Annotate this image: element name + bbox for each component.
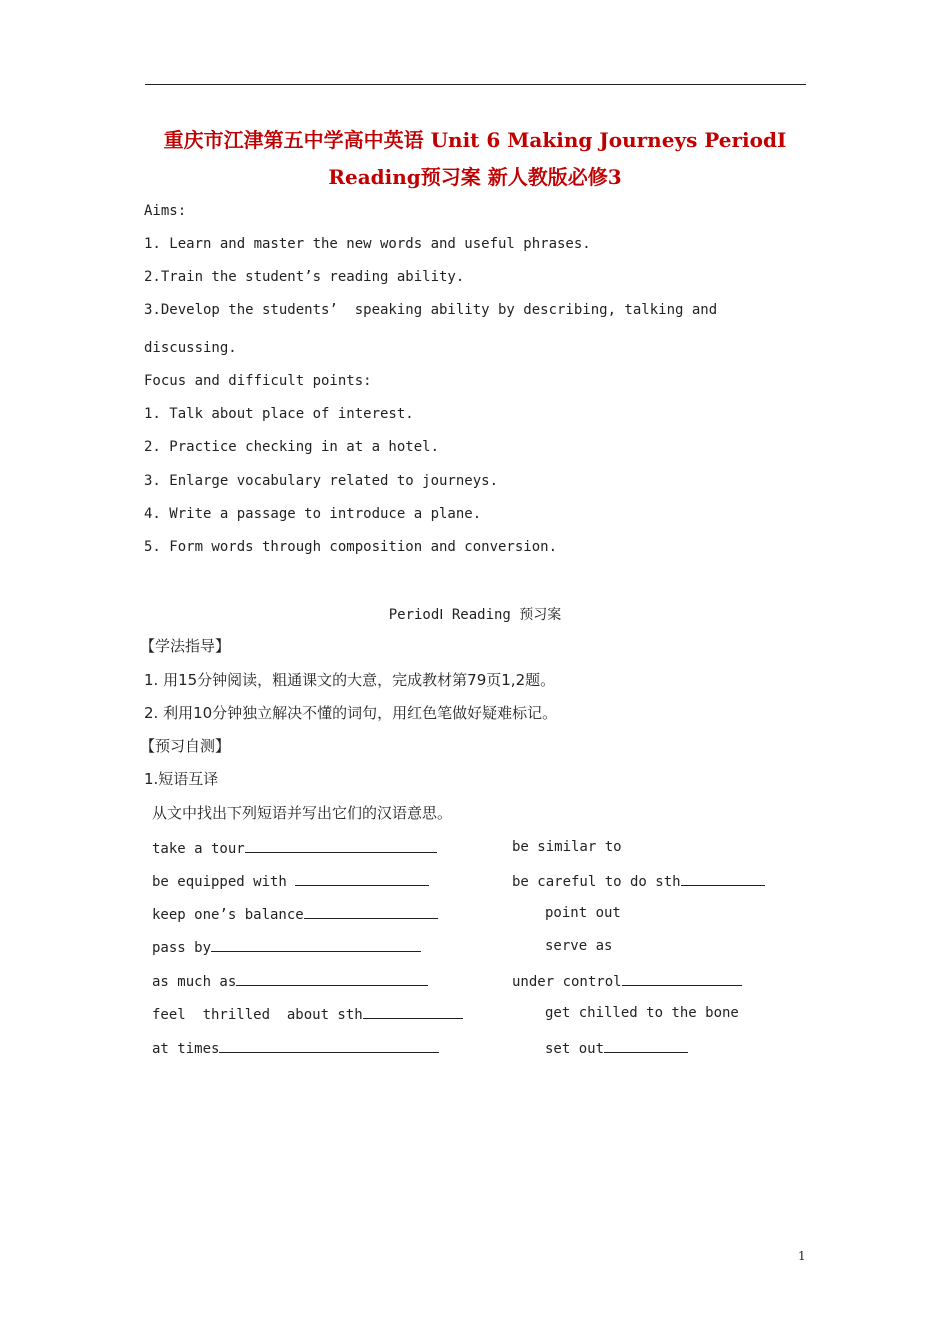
phrase-label: as much as: [152, 974, 237, 990]
phrase-label: at times: [152, 1041, 220, 1057]
document-title-line-1: 重庆市江津第五中学高中英语 Unit 6 Making Journeys PeriodⅠ: [163, 128, 787, 152]
focus-item: 3. Enlarge vocabulary related to journeys.: [144, 473, 499, 489]
answer-blank[interactable]: [304, 904, 438, 919]
self-test-subheading: 1.短语互译: [144, 770, 219, 788]
phrase-row: [152, 937, 421, 957]
phrase-row: [152, 838, 437, 858]
focus-heading: Focus and difficult points:: [144, 373, 372, 389]
header-rule: [145, 84, 806, 85]
answer-blank[interactable]: [295, 871, 429, 886]
phrase-label: serve as: [545, 938, 613, 954]
phrase-row: [512, 871, 765, 891]
phrase-label: feel thrilled about sth: [152, 1007, 363, 1023]
answer-blank[interactable]: [211, 937, 421, 952]
study-guide-item: 2. 利用10分钟独立解决不懂的词句，用红色笔做好疑难标记。: [144, 704, 558, 722]
aim-item: discussing.: [144, 340, 237, 356]
phrase-row: [545, 1004, 739, 1022]
document-title-line-2: Reading预习案 新人教版必修3: [328, 165, 622, 189]
phrase-label: set out: [545, 1041, 605, 1057]
study-guide-item: 1. 用15分钟阅读，粗通课文的大意，完成教材第79页1,2题。: [144, 671, 556, 689]
answer-blank[interactable]: [681, 871, 765, 886]
page-number: 1: [798, 1249, 806, 1263]
phrase-row: [512, 971, 742, 991]
phrase-row: [512, 838, 622, 856]
answer-blank[interactable]: [622, 971, 742, 986]
phrase-label: keep one’s balance: [152, 907, 304, 923]
phrase-row: [152, 871, 429, 891]
answer-blank[interactable]: [363, 1004, 463, 1019]
focus-item: 2. Practice checking in at a hotel.: [144, 439, 440, 455]
answer-blank[interactable]: [219, 1038, 439, 1053]
answer-blank[interactable]: [236, 971, 428, 986]
phrase-label: get chilled to the bone: [545, 1005, 739, 1021]
phrase-label: point out: [545, 905, 621, 921]
phrase-label: pass by: [152, 940, 212, 956]
phrase-row: [545, 904, 621, 922]
focus-item: 4. Write a passage to introduce a plane.: [144, 506, 482, 522]
focus-item: 1. Talk about place of interest.: [144, 406, 414, 422]
period-heading: PeriodⅠ Reading 预习案: [388, 607, 562, 623]
phrase-row: [152, 1004, 463, 1024]
self-test-instruction: 从文中找出下列短语并写出它们的汉语意思。: [152, 804, 453, 822]
aim-item: 2.Train the student’s reading ability.: [144, 269, 465, 285]
phrase-label: be equipped with: [152, 874, 296, 890]
phrase-label: under control: [512, 974, 622, 990]
study-guide-heading: 【学法指导】: [140, 637, 231, 655]
answer-blank[interactable]: [245, 838, 437, 853]
phrase-row: [152, 904, 438, 924]
phrase-row: [545, 1038, 688, 1058]
focus-item: 5. Form words through composition and conversion.: [144, 539, 558, 555]
phrase-row: [152, 971, 428, 991]
aim-item: 3.Develop the students’ speaking ability by describing, talking and: [144, 302, 718, 318]
aims-heading: Aims:: [144, 203, 187, 219]
phrase-label: be careful to do sth: [512, 874, 681, 890]
phrase-row: [152, 1038, 439, 1058]
phrase-label: take a tour: [152, 841, 245, 857]
phrase-label: be similar to: [512, 839, 622, 855]
self-test-heading: 【预习自测】: [140, 737, 231, 755]
phrase-row: [545, 937, 612, 955]
aim-item: 1. Learn and master the new words and useful phrases.: [144, 236, 591, 252]
answer-blank[interactable]: [604, 1038, 688, 1053]
